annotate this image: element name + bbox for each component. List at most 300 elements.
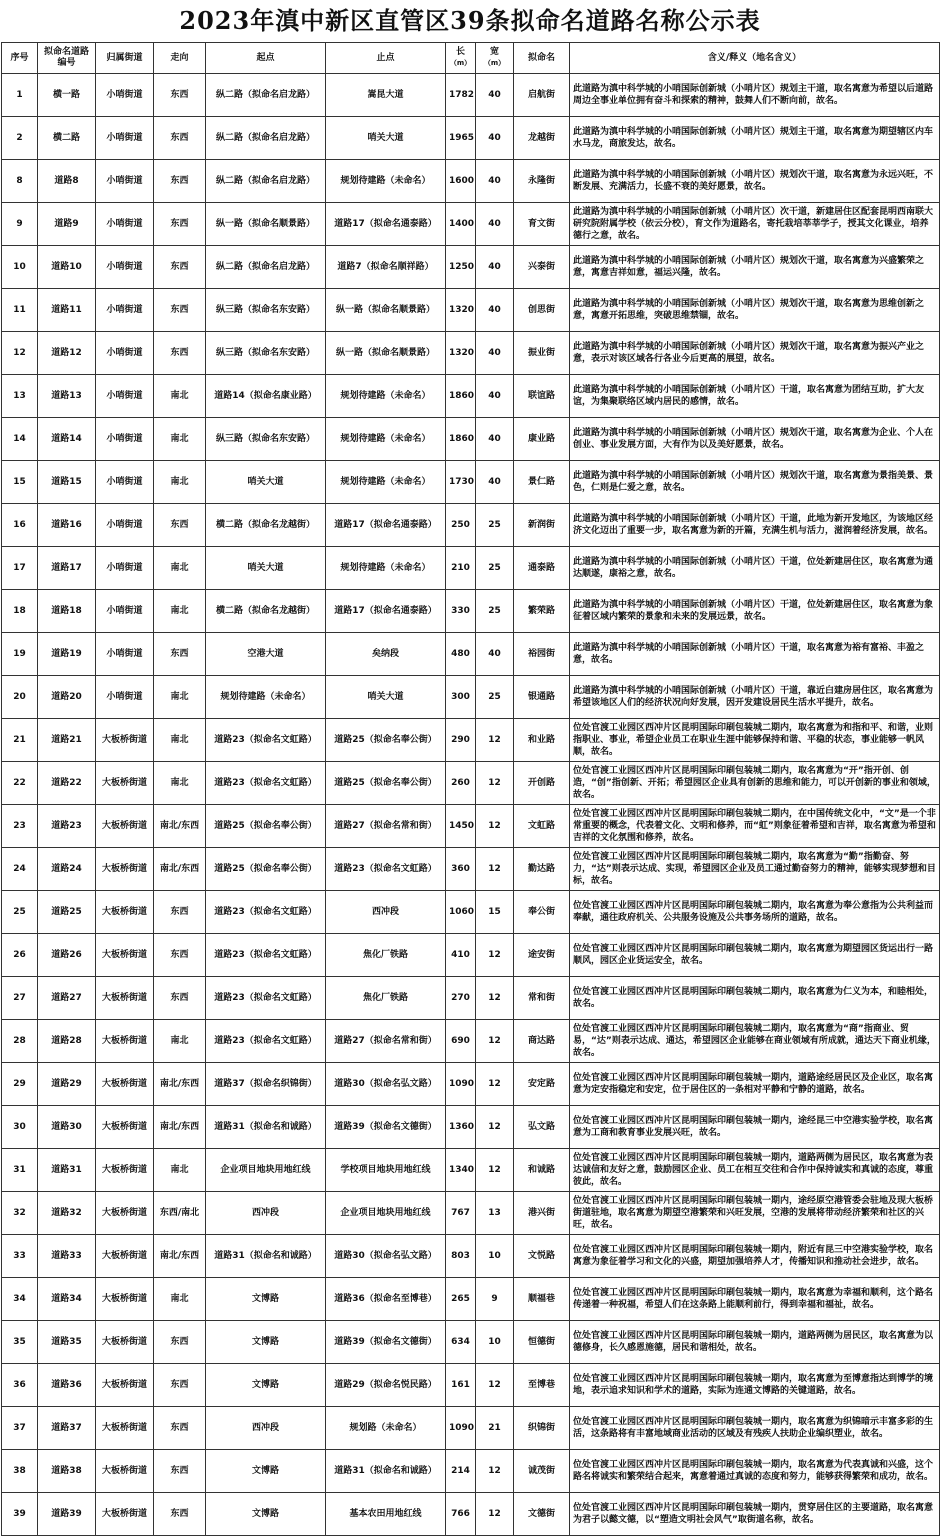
cell-code: 道路30 (38, 1106, 96, 1149)
cell-length: 1782 (446, 74, 476, 117)
cell-start: 文博路 (206, 1364, 326, 1407)
cell-direction: 东西 (154, 1493, 206, 1536)
cell-seq: 34 (2, 1278, 38, 1321)
cell-seq: 1 (2, 74, 38, 117)
cell-code: 道路23 (38, 805, 96, 848)
cell-start: 企业项目地块用地红线 (206, 1149, 326, 1192)
cell-direction: 东西/南北 (154, 1192, 206, 1235)
cell-seq: 38 (2, 1450, 38, 1493)
cell-end: 道路25（拟命名奉公街） (326, 719, 446, 762)
cell-seq: 33 (2, 1235, 38, 1278)
cell-width: 40 (476, 74, 514, 117)
cell-name: 织锦街 (514, 1407, 570, 1450)
cell-meaning: 位处官渡工业园区西冲片区昆明国际印刷包装城二期内，取名寓意为仁义为本，和睦相处，故名。 (570, 977, 940, 1020)
cell-seq: 14 (2, 418, 38, 461)
cell-length: 766 (446, 1493, 476, 1536)
cell-start: 空港大道 (206, 633, 326, 676)
cell-end: 学校项目地块用地红线 (326, 1149, 446, 1192)
cell-length: 1400 (446, 203, 476, 246)
cell-length: 210 (446, 547, 476, 590)
cell-length: 1250 (446, 246, 476, 289)
cell-meaning: 位处官渡工业园区西冲片区昆明国际印刷包装城一期内，道路两侧为居民区，取名寓意为以德修身，长久感恩施德，居民和谐相处，故名。 (570, 1321, 940, 1364)
cell-street: 小哨街道 (96, 375, 154, 418)
header-meaning: 含义/释义（地名含义） (570, 43, 940, 74)
cell-code: 道路13 (38, 375, 96, 418)
cell-seq: 23 (2, 805, 38, 848)
cell-seq: 29 (2, 1063, 38, 1106)
table-row (2, 74, 940, 117)
cell-length: 161 (446, 1364, 476, 1407)
cell-code: 道路19 (38, 633, 96, 676)
cell-name: 弘文路 (514, 1106, 570, 1149)
cell-name: 至博巷 (514, 1364, 570, 1407)
cell-street: 小哨街道 (96, 461, 154, 504)
cell-width: 10 (476, 1235, 514, 1278)
cell-street: 小哨街道 (96, 332, 154, 375)
table-row (2, 160, 940, 203)
cell-meaning: 此道路为滇中科学城的小哨国际创新城（小哨片区）规划次干道，取名寓意为思维创新之意，寓意开拓思维，突破思维禁锢，故名。 (570, 289, 940, 332)
cell-seq: 31 (2, 1149, 38, 1192)
cell-direction: 南北 (154, 762, 206, 805)
table-row (2, 848, 940, 891)
cell-start: 道路23（拟命名文虹路） (206, 762, 326, 805)
cell-end: 西冲段 (326, 891, 446, 934)
cell-street: 小哨街道 (96, 633, 154, 676)
table-row (2, 1063, 940, 1106)
cell-seq: 15 (2, 461, 38, 504)
cell-start: 道路14（拟命名康业路） (206, 375, 326, 418)
cell-width: 12 (476, 977, 514, 1020)
cell-direction: 南北/东西 (154, 805, 206, 848)
cell-seq: 22 (2, 762, 38, 805)
cell-width: 40 (476, 203, 514, 246)
cell-start: 规划待建路（未命名） (206, 676, 326, 719)
cell-width: 12 (476, 1020, 514, 1063)
cell-end: 道路30（拟命名弘文路） (326, 1235, 446, 1278)
cell-code: 道路11 (38, 289, 96, 332)
cell-direction: 东西 (154, 1321, 206, 1364)
table-row (2, 289, 940, 332)
cell-code: 道路37 (38, 1407, 96, 1450)
cell-length: 265 (446, 1278, 476, 1321)
table-row (2, 1450, 940, 1493)
header-code: 拟命名道路编号 (38, 43, 96, 74)
cell-end: 道路25（拟命名奉公街） (326, 762, 446, 805)
cell-start: 文博路 (206, 1493, 326, 1536)
table-row (2, 891, 940, 934)
cell-direction: 南北 (154, 1020, 206, 1063)
cell-end: 道路23（拟命名文虹路） (326, 848, 446, 891)
table-row (2, 1106, 940, 1149)
table-row (2, 762, 940, 805)
cell-code: 道路29 (38, 1063, 96, 1106)
cell-end: 道路39（拟命名文德街） (326, 1321, 446, 1364)
cell-length: 1060 (446, 891, 476, 934)
cell-length: 214 (446, 1450, 476, 1493)
cell-start: 纵三路（拟命名东安路） (206, 418, 326, 461)
cell-street: 小哨街道 (96, 547, 154, 590)
cell-length: 480 (446, 633, 476, 676)
cell-length: 250 (446, 504, 476, 547)
cell-length: 1090 (446, 1407, 476, 1450)
cell-name: 启航街 (514, 74, 570, 117)
cell-end: 规划待建路（未命名） (326, 461, 446, 504)
cell-width: 15 (476, 891, 514, 934)
cell-code: 道路18 (38, 590, 96, 633)
cell-seq: 18 (2, 590, 38, 633)
cell-seq: 11 (2, 289, 38, 332)
cell-name: 开创路 (514, 762, 570, 805)
cell-name: 龙越街 (514, 117, 570, 160)
table-row (2, 375, 940, 418)
cell-street: 小哨街道 (96, 504, 154, 547)
cell-seq: 2 (2, 117, 38, 160)
cell-meaning: 位处官渡工业园区西冲片区昆明国际印刷包装城二期内，取名寓意为“勤”指勤奋、努力，“达”则表示达成、实现，希望园区企业及员工通过勤奋努力的精神，能够实现梦想和目标，故名。 (570, 848, 940, 891)
header-name: 拟命名 (514, 43, 570, 74)
cell-meaning: 此道路为滇中科学城的小哨国际创新城（小哨片区）干道，取名寓意为团结互助，扩大友谊，为集聚联络区域内居民的感情，故名。 (570, 375, 940, 418)
cell-width: 40 (476, 461, 514, 504)
cell-direction: 南北/东西 (154, 848, 206, 891)
table-row (2, 461, 940, 504)
cell-direction: 南北 (154, 547, 206, 590)
cell-street: 小哨街道 (96, 418, 154, 461)
cell-code: 道路9 (38, 203, 96, 246)
cell-end: 规划待建路（未命名） (326, 375, 446, 418)
cell-direction: 东西 (154, 891, 206, 934)
table-row (2, 418, 940, 461)
cell-name: 勤达路 (514, 848, 570, 891)
table-header (2, 43, 940, 74)
cell-name: 联谊路 (514, 375, 570, 418)
cell-start: 西冲段 (206, 1407, 326, 1450)
cell-code: 道路21 (38, 719, 96, 762)
cell-width: 25 (476, 676, 514, 719)
cell-street: 大板桥街道 (96, 1063, 154, 1106)
cell-direction: 南北 (154, 719, 206, 762)
cell-start: 道路31（拟命名和诚路） (206, 1235, 326, 1278)
cell-length: 1860 (446, 418, 476, 461)
cell-length: 1860 (446, 375, 476, 418)
cell-street: 小哨街道 (96, 289, 154, 332)
cell-length: 330 (446, 590, 476, 633)
cell-end: 规划待建路（未命名） (326, 418, 446, 461)
cell-name: 通泰路 (514, 547, 570, 590)
cell-meaning: 此道路为滇中科学城的小哨国际创新城（小哨片区）规划次干道，取名寓意为振兴产业之意，表示对该区域各行各业今后更高的展望，故名。 (570, 332, 940, 375)
cell-end: 哨关大道 (326, 676, 446, 719)
table-row (2, 633, 940, 676)
cell-start: 纵二路（拟命名启龙路） (206, 246, 326, 289)
cell-direction: 南北/东西 (154, 1106, 206, 1149)
cell-start: 纵二路（拟命名启龙路） (206, 160, 326, 203)
cell-meaning: 位处官渡工业园区西冲片区昆明国际印刷包装城二期内，在中国传统文化中，“文”是一个非常重要的概念，代表着文化、文明和修养，而“虹”则象征着希望和吉祥，取名寓意为希望和吉祥的文化氛围和修养，故名。 (570, 805, 940, 848)
table-row (2, 1235, 940, 1278)
cell-street: 小哨街道 (96, 74, 154, 117)
cell-street: 大板桥街道 (96, 1493, 154, 1536)
cell-code: 道路20 (38, 676, 96, 719)
cell-length: 1965 (446, 117, 476, 160)
cell-direction: 东西 (154, 934, 206, 977)
cell-length: 1340 (446, 1149, 476, 1192)
cell-end: 基本农田用地红线 (326, 1493, 446, 1536)
cell-name: 途安街 (514, 934, 570, 977)
cell-meaning: 位处官渡工业园区西冲片区昆明国际印刷包装城二期内，取名寓意为“商”指商业、贸易，“达”则表示达成、通达，希望园区企业能够在商业领域有所成就，通达天下商业机缘，故名。 (570, 1020, 940, 1063)
table-row (2, 1278, 940, 1321)
cell-direction: 南北 (154, 1149, 206, 1192)
cell-street: 大板桥街道 (96, 762, 154, 805)
cell-code: 道路28 (38, 1020, 96, 1063)
cell-start: 横二路（拟命名龙越街） (206, 590, 326, 633)
cell-length: 1320 (446, 332, 476, 375)
cell-name: 奉公街 (514, 891, 570, 934)
table-row (2, 504, 940, 547)
cell-street: 小哨街道 (96, 203, 154, 246)
cell-seq: 26 (2, 934, 38, 977)
cell-direction: 东西 (154, 633, 206, 676)
cell-end: 矣纳段 (326, 633, 446, 676)
cell-meaning: 此道路为滇中科学城的小哨国际创新城（小哨片区）规划主干道，取名寓意为期望辖区内车水马龙，商旅发达，故名。 (570, 117, 940, 160)
cell-start: 文博路 (206, 1321, 326, 1364)
cell-street: 大板桥街道 (96, 934, 154, 977)
cell-start: 横二路（拟命名龙越街） (206, 504, 326, 547)
cell-start: 纵三路（拟命名东安路） (206, 289, 326, 332)
cell-start: 道路23（拟命名文虹路） (206, 891, 326, 934)
cell-seq: 30 (2, 1106, 38, 1149)
cell-meaning: 此道路为滇中科学城的小哨国际创新城（小哨片区）干道，靠近白建房居住区，取名寓意为希望该地区人们的经济状况向好发展，因开发建设居民生活水平提升，故名。 (570, 676, 940, 719)
cell-end: 规划待建路（未命名） (326, 160, 446, 203)
cell-width: 12 (476, 1450, 514, 1493)
table-row (2, 805, 940, 848)
page-title: 2023年滇中新区直管区39条拟命名道路名称公示表 (179, 6, 761, 35)
cell-seq: 16 (2, 504, 38, 547)
cell-code: 道路35 (38, 1321, 96, 1364)
cell-end: 道路36（拟命名至博巷） (326, 1278, 446, 1321)
cell-end: 道路29（拟命名悦民路） (326, 1364, 446, 1407)
cell-direction: 东西 (154, 1407, 206, 1450)
header-seq: 序号 (2, 43, 38, 74)
cell-length: 690 (446, 1020, 476, 1063)
cell-length: 260 (446, 762, 476, 805)
table-row (2, 246, 940, 289)
cell-width: 12 (476, 1063, 514, 1106)
cell-street: 大板桥街道 (96, 1235, 154, 1278)
table-row (2, 117, 940, 160)
cell-end: 规划路（未命名） (326, 1407, 446, 1450)
cell-meaning: 位处官渡工业园区西冲片区昆明国际印刷包装城一期内，取名寓意为代表真诚和兴盛，这个路名将诚实和繁荣结合起来，寓意着通过真诚的态度和努力，能够获得繁荣和成功，故名。 (570, 1450, 940, 1493)
cell-code: 道路16 (38, 504, 96, 547)
table-row (2, 1321, 940, 1364)
cell-width: 12 (476, 719, 514, 762)
cell-seq: 39 (2, 1493, 38, 1536)
cell-direction: 东西 (154, 203, 206, 246)
cell-start: 道路23（拟命名文虹路） (206, 1020, 326, 1063)
cell-width: 12 (476, 1364, 514, 1407)
cell-seq: 19 (2, 633, 38, 676)
header-length-unit: （m） (449, 59, 472, 67)
cell-end: 道路7（拟命名顺祥路） (326, 246, 446, 289)
cell-start: 道路25（拟命名奉公街） (206, 805, 326, 848)
cell-meaning: 此道路为滇中科学城的小哨国际创新城（小哨片区）规划次干道，取名寓意为永远兴旺，不断发展、充满活力，长盛不衰的美好愿景，故名。 (570, 160, 940, 203)
cell-width: 9 (476, 1278, 514, 1321)
cell-street: 小哨街道 (96, 590, 154, 633)
cell-end: 规划待建路（未命名） (326, 547, 446, 590)
table-row (2, 676, 940, 719)
cell-direction: 南北/东西 (154, 1063, 206, 1106)
cell-start: 道路23（拟命名文虹路） (206, 934, 326, 977)
cell-width: 12 (476, 1493, 514, 1536)
cell-meaning: 位处官渡工业园区西冲片区昆明国际印刷包装城一期内，道路两侧为居民区，取名寓意为表达诚信和友好之意，鼓励园区企业、员工在相互交往和合作中保持诚实和真诚的态度，尊重彼此，故名。 (570, 1149, 940, 1192)
cell-meaning: 位处官渡工业园区西冲片区昆明国际印刷包装城一期内，道路途经居民区及企业区，取名寓意为定安指稳定和安定，位于居住区的一条相对平静和宁静的道路，故名。 (570, 1063, 940, 1106)
road-naming-table (1, 42, 940, 1536)
cell-street: 大板桥街道 (96, 1364, 154, 1407)
cell-code: 道路24 (38, 848, 96, 891)
cell-start: 文博路 (206, 1278, 326, 1321)
cell-length: 410 (446, 934, 476, 977)
cell-direction: 东西 (154, 1450, 206, 1493)
header-length-label: 长 (455, 47, 465, 57)
cell-street: 大板桥街道 (96, 1278, 154, 1321)
cell-end: 道路31（拟命名和诚路） (326, 1450, 446, 1493)
cell-width: 25 (476, 547, 514, 590)
cell-width: 21 (476, 1407, 514, 1450)
cell-name: 新润街 (514, 504, 570, 547)
table-row (2, 332, 940, 375)
cell-width: 12 (476, 848, 514, 891)
cell-code: 道路8 (38, 160, 96, 203)
header-width (476, 43, 514, 74)
cell-end: 企业项目地块用地红线 (326, 1192, 446, 1235)
cell-start: 哨关大道 (206, 461, 326, 504)
cell-meaning: 此道路为滇中科学城的小哨国际创新城（小哨片区）干道，取名寓意为裕有富裕、丰盈之意，故名。 (570, 633, 940, 676)
cell-direction: 东西 (154, 117, 206, 160)
cell-length: 1450 (446, 805, 476, 848)
table-row (2, 1192, 940, 1235)
cell-meaning: 此道路为滇中科学城的小哨国际创新城（小哨片区）规划次干道，取名寓意为兴盛繁荣之意，寓意吉祥如意，福运兴隆，故名。 (570, 246, 940, 289)
cell-code: 道路10 (38, 246, 96, 289)
cell-name: 商达路 (514, 1020, 570, 1063)
cell-code: 道路17 (38, 547, 96, 590)
cell-name: 文虹路 (514, 805, 570, 848)
cell-start: 文博路 (206, 1450, 326, 1493)
cell-start: 纵三路（拟命名东安路） (206, 332, 326, 375)
table-row (2, 934, 940, 977)
cell-seq: 32 (2, 1192, 38, 1235)
cell-end: 道路39（拟命名文德街） (326, 1106, 446, 1149)
cell-seq: 37 (2, 1407, 38, 1450)
cell-length: 300 (446, 676, 476, 719)
cell-end: 道路30（拟命名弘文路） (326, 1063, 446, 1106)
cell-seq: 10 (2, 246, 38, 289)
cell-start: 道路23（拟命名文虹路） (206, 977, 326, 1020)
cell-name: 永隆街 (514, 160, 570, 203)
cell-direction: 南北 (154, 418, 206, 461)
cell-meaning: 位处官渡工业园区西冲片区昆明国际印刷包装城一期内，取名寓意为至博意指达到博学的境地，表示追求知识和学术的道路，实际为连通文博路的关键道路，故名。 (570, 1364, 940, 1407)
cell-name: 振业街 (514, 332, 570, 375)
cell-seq: 8 (2, 160, 38, 203)
cell-length: 1730 (446, 461, 476, 504)
cell-start: 道路31（拟命名和诚路） (206, 1106, 326, 1149)
cell-meaning: 此道路为滇中科学城的小哨国际创新城（小哨片区）次干道，新建居住区配套昆明西南联大研究院附属学校（依云分校），育文作为道路名，寄托栽培莘莘学子，授其文化课业，培养德行之意，故名。 (570, 203, 940, 246)
cell-meaning: 位处官渡工业园区西冲片区昆明国际印刷包装城二期内，取名寓意为“开”指开创、创造，“创”指创新、开拓；希望园区企业具有创新的思维和能力，可以开创新的事业和领域，故名。 (570, 762, 940, 805)
cell-direction: 东西 (154, 1364, 206, 1407)
cell-direction: 东西 (154, 289, 206, 332)
cell-meaning: 位处官渡工业园区西冲片区昆明国际印刷包装城一期内，途经原空港管委会驻地及现大板桥街道驻地，取名寓意为期望空港繁荣和兴旺发展，空港的发展将带动经济繁荣和社区的兴旺，故名。 (570, 1192, 940, 1235)
cell-meaning: 此道路为滇中科学城的小哨国际创新城（小哨片区）干道，位处新建居住区，取名寓意为象征着区域内繁荣的景象和未来的发展远景，故名。 (570, 590, 940, 633)
cell-end: 道路17（拟命名通泰路） (326, 590, 446, 633)
cell-street: 大板桥街道 (96, 1407, 154, 1450)
cell-width: 13 (476, 1192, 514, 1235)
cell-width: 12 (476, 762, 514, 805)
cell-length: 1320 (446, 289, 476, 332)
cell-name: 文悦路 (514, 1235, 570, 1278)
cell-code: 道路27 (38, 977, 96, 1020)
cell-name: 景仁路 (514, 461, 570, 504)
cell-direction: 东西 (154, 977, 206, 1020)
cell-street: 大板桥街道 (96, 719, 154, 762)
cell-meaning: 位处官渡工业园区西冲片区昆明国际印刷包装城一期内，途经昆三中空港实验学校，取名寓意为工商和教育事业发展兴旺，故名。 (570, 1106, 940, 1149)
cell-name: 恒德街 (514, 1321, 570, 1364)
header-length (446, 43, 476, 74)
cell-width: 12 (476, 1149, 514, 1192)
header-width-label: 宽 (489, 47, 499, 57)
cell-length: 290 (446, 719, 476, 762)
cell-width: 40 (476, 332, 514, 375)
cell-end: 道路27（拟命名常和街） (326, 805, 446, 848)
cell-street: 小哨街道 (96, 246, 154, 289)
cell-start: 道路37（拟命名织锦街） (206, 1063, 326, 1106)
cell-code: 道路12 (38, 332, 96, 375)
cell-code: 道路39 (38, 1493, 96, 1536)
cell-name: 康业路 (514, 418, 570, 461)
cell-width: 12 (476, 934, 514, 977)
header-start: 起点 (206, 43, 326, 74)
cell-code: 道路36 (38, 1364, 96, 1407)
cell-length: 767 (446, 1192, 476, 1235)
cell-street: 大板桥街道 (96, 1020, 154, 1063)
cell-direction: 东西 (154, 504, 206, 547)
cell-name: 和诚路 (514, 1149, 570, 1192)
cell-street: 大板桥街道 (96, 805, 154, 848)
cell-start: 纵一路（拟命名顺景路） (206, 203, 326, 246)
cell-end: 纵一路（拟命名顺景路） (326, 332, 446, 375)
cell-start: 道路23（拟命名文虹路） (206, 719, 326, 762)
cell-direction: 南北 (154, 375, 206, 418)
cell-start: 道路25（拟命名奉公街） (206, 848, 326, 891)
cell-meaning: 此道路为滇中科学城的小哨国际创新城（小哨片区）规划主干道，取名寓意为希望以后道路周边全事业单位拥有奋斗和探索的精神，鼓舞人们不断向前，故名。 (570, 74, 940, 117)
cell-name: 安定路 (514, 1063, 570, 1106)
cell-seq: 13 (2, 375, 38, 418)
cell-code: 道路34 (38, 1278, 96, 1321)
cell-seq: 9 (2, 203, 38, 246)
cell-name: 银通路 (514, 676, 570, 719)
cell-length: 1360 (446, 1106, 476, 1149)
cell-meaning: 位处官渡工业园区西冲片区昆明国际印刷包装城一期内，贯穿居住区的主要道路，取名寓意为君子以懿文德，以“塑造文明社会风气”取街道名称，故名。 (570, 1493, 940, 1536)
table-row (2, 547, 940, 590)
cell-code: 道路32 (38, 1192, 96, 1235)
header-direction: 走向 (154, 43, 206, 74)
cell-width: 40 (476, 633, 514, 676)
cell-length: 360 (446, 848, 476, 891)
cell-street: 小哨街道 (96, 117, 154, 160)
cell-end: 道路27（拟命名常和街） (326, 1020, 446, 1063)
cell-end: 焦化厂铁路 (326, 934, 446, 977)
cell-width: 25 (476, 504, 514, 547)
cell-seq: 17 (2, 547, 38, 590)
cell-start: 哨关大道 (206, 547, 326, 590)
cell-name: 港兴街 (514, 1192, 570, 1235)
cell-start: 西冲段 (206, 1192, 326, 1235)
cell-code: 道路38 (38, 1450, 96, 1493)
cell-meaning: 此道路为滇中科学城的小哨国际创新城（小哨片区）规划次干道，取名寓意为景指美景、景色，仁则是仁爱之意，故名。 (570, 461, 940, 504)
